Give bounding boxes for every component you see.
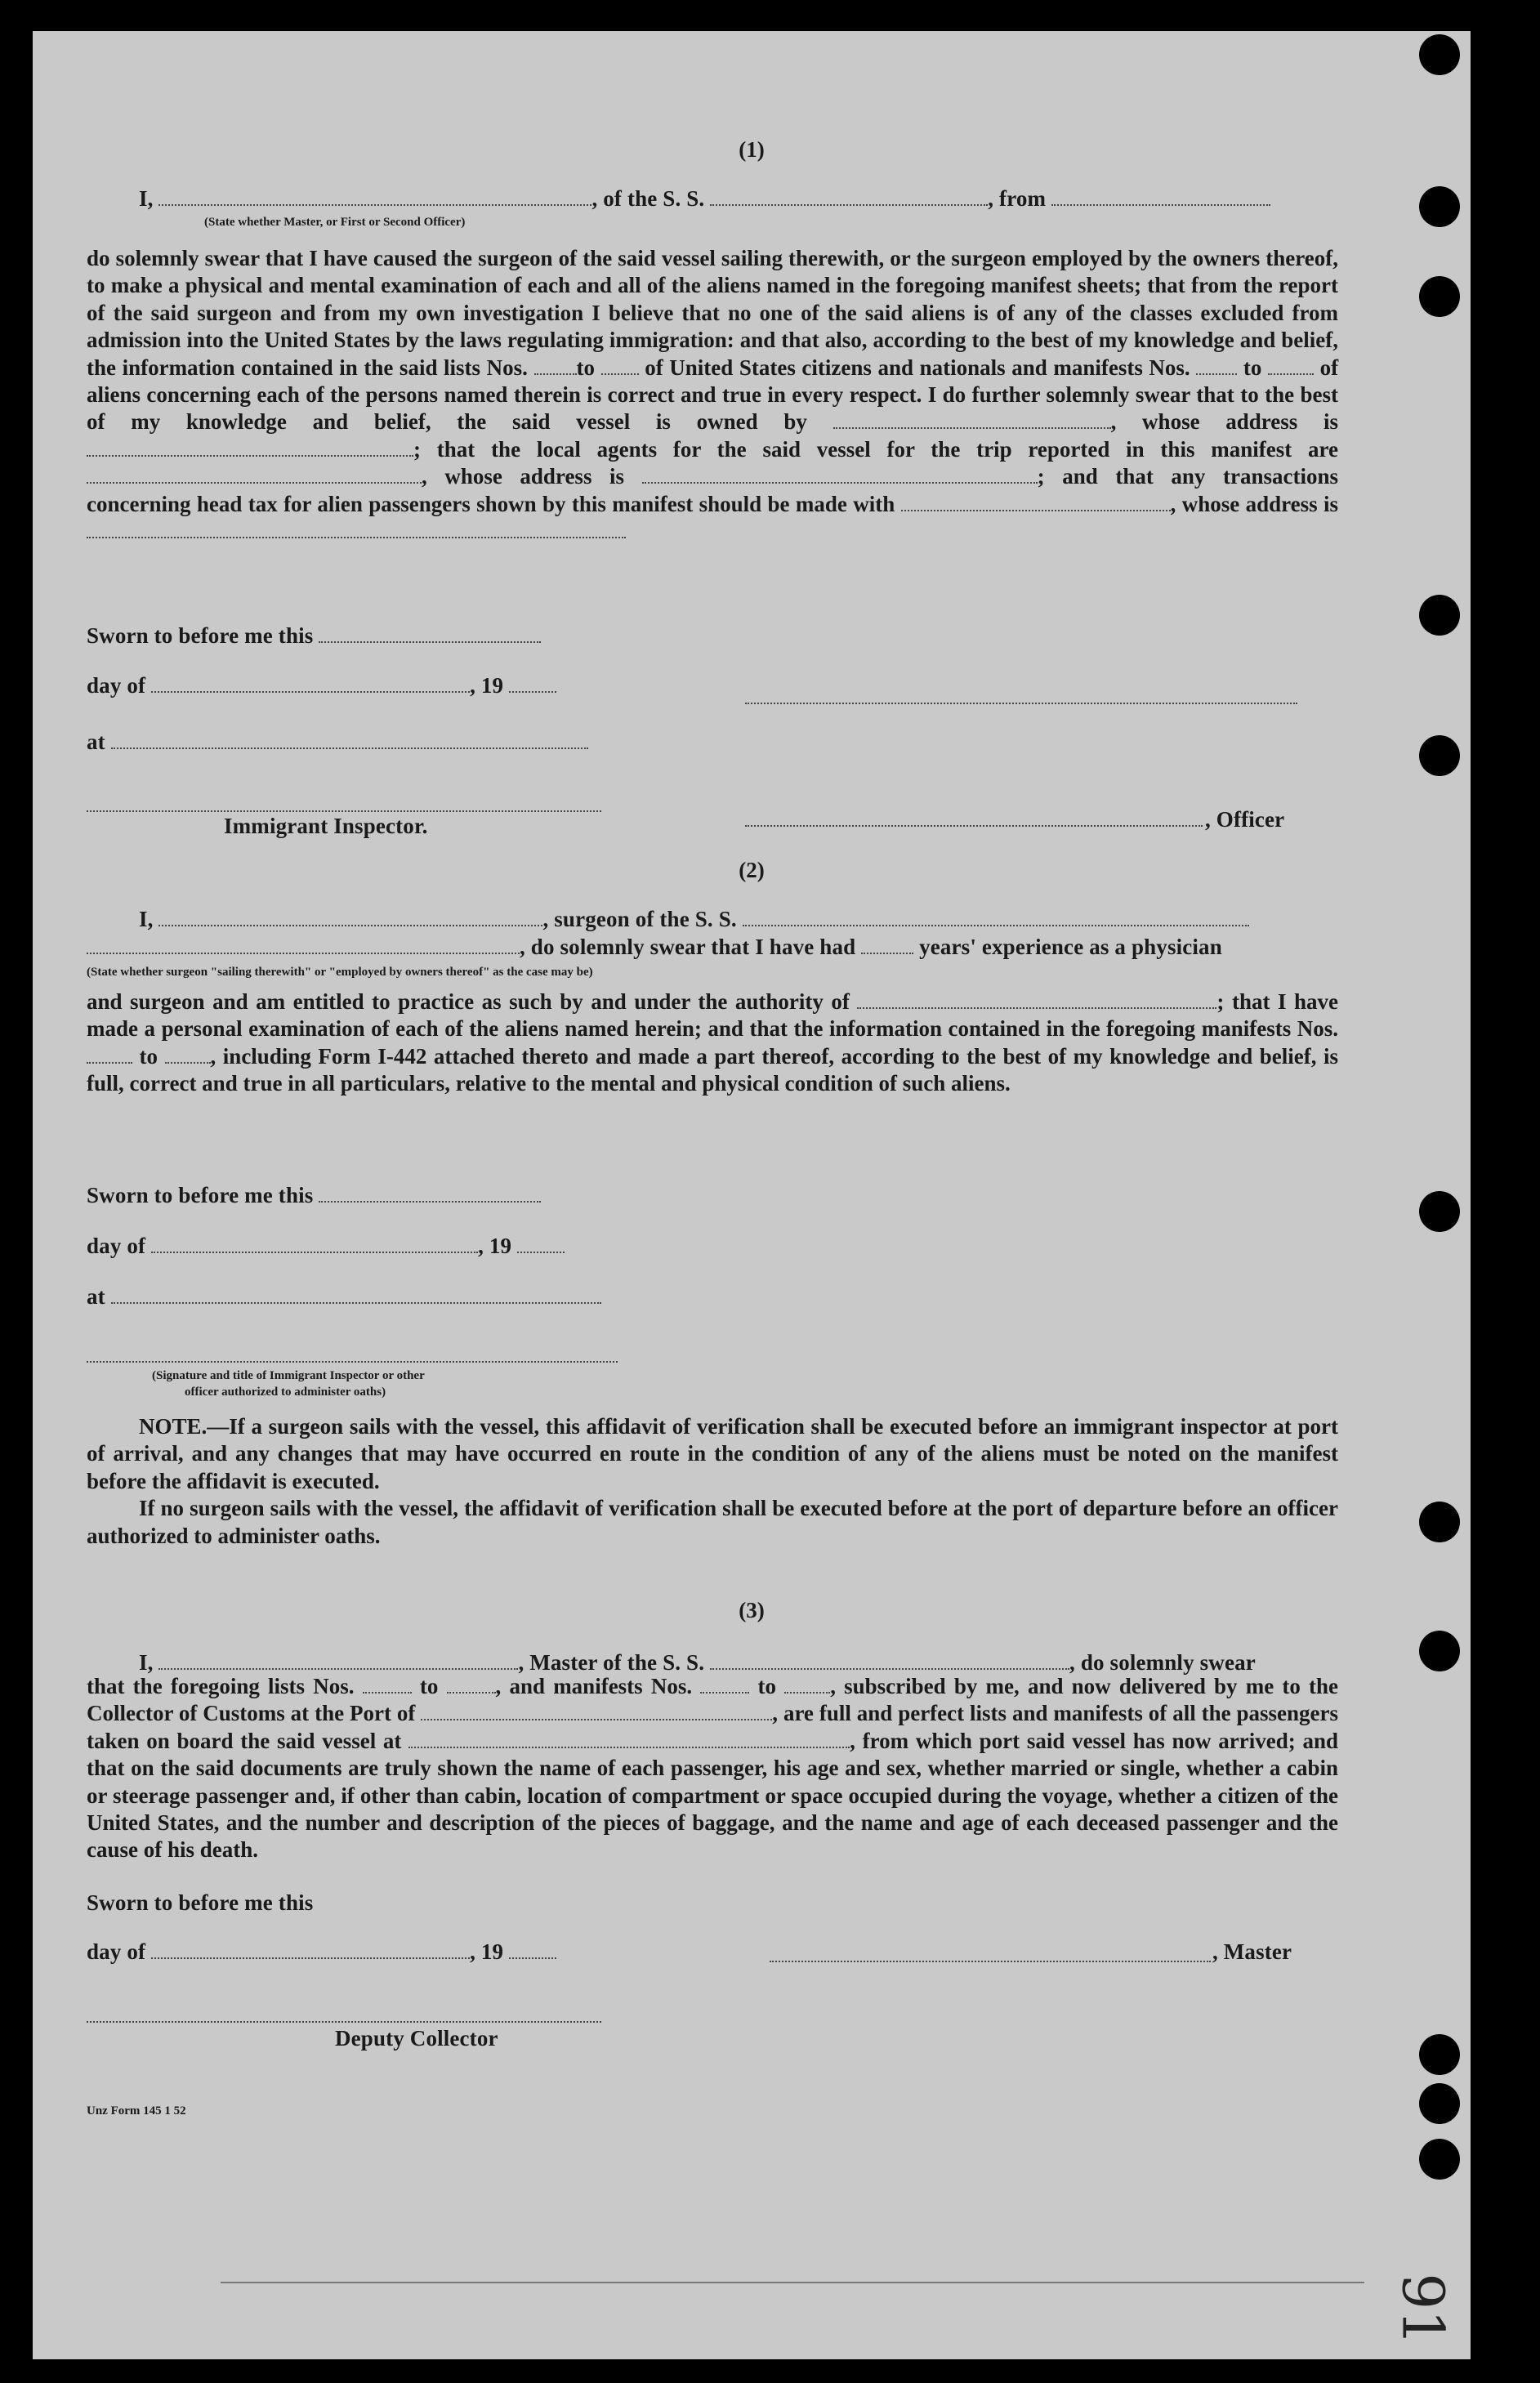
punch-hole (1419, 1191, 1460, 1232)
punch-hole (1419, 735, 1460, 776)
punch-hole (1419, 34, 1460, 75)
section-2-sworn-day-field[interactable] (319, 1185, 541, 1203)
section-2-date-line: day of , 19 (87, 1234, 565, 1259)
manifest-affidavit-sheet (33, 31, 1471, 2359)
note-paragraph-2: If no surgeon sails with the vessel, the affidavit of verification shall be executed before at the port of departure before an officer authorized to administer oaths. (87, 1496, 1338, 1548)
section-1-rank-note: (State whether Master, or First or Second Officer) (204, 216, 466, 229)
section-3-manifests-to-field[interactable] (784, 1676, 830, 1694)
section-2-line-2: , do solemnly swear that I have had years' experience as a physician (87, 935, 1222, 960)
section-3-sworn-line: Sworn to before me this (87, 1890, 314, 1915)
section-2-signature-line[interactable] (87, 1361, 618, 1363)
punch-hole (1419, 186, 1460, 227)
section-2-manifests-to-field[interactable] (165, 1046, 211, 1064)
section-3-number: (3) (739, 1598, 765, 1622)
section-3-master-label: , Master (1212, 1939, 1292, 1964)
punch-hole (1419, 2083, 1460, 2124)
note-paragraph-1: NOTE.—If a surgeon sails with the vessel, this affidavit of verification shall be executed before an immigrant inspector at port of arrival, and any changes that may have occurred en route in the condition of any of the aliens must be noted on the manifest before the affidavit is executed. (87, 1414, 1338, 1493)
section-1-from: , from (988, 186, 1047, 211)
section-3-deputy-label: Deputy Collector (335, 2026, 498, 2051)
punch-hole (1419, 2034, 1460, 2075)
section-2-month-field[interactable] (151, 1235, 478, 1253)
section-3-line-1: I, , Master of the S. S. , do solemnly swear (139, 1650, 1256, 1675)
surgeon-type-field[interactable] (87, 936, 520, 954)
embarkation-port-field[interactable] (408, 1730, 850, 1748)
section-2-ship-name-field[interactable] (743, 908, 1249, 926)
section-2-signature-note-2: officer authorized to administer oaths) (185, 1386, 386, 1399)
section-1-officer-signature-line[interactable] (745, 825, 1203, 827)
section-2-signature-note-1: (Signature and title of Immigrant Inspector or other (152, 1369, 425, 1382)
alien-manifests-to-field[interactable] (1268, 357, 1314, 375)
us-lists-from-field[interactable] (534, 357, 577, 375)
section-2-sworn-line: Sworn to before me this (87, 1183, 541, 1208)
section-3-date-line: day of , 19 (87, 1939, 556, 1965)
punch-hole (1419, 276, 1460, 317)
section-1-number: (1) (739, 137, 765, 162)
section-1-of-ss: , of the S. S. (591, 186, 705, 211)
form-identifier: Unz Form 145 1 52 (87, 2104, 186, 2117)
vessel-owner-field[interactable] (833, 411, 1111, 429)
section-2-year-field[interactable] (517, 1235, 565, 1253)
section-2-line-1: I, , surgeon of the S. S. (139, 907, 1249, 932)
section-2-manifests-from-field[interactable] (87, 1046, 132, 1064)
section-2-place-field[interactable] (111, 1286, 601, 1304)
bottom-rule (221, 2282, 1364, 2283)
section-2-surgeon-note: (State whether surgeon "sailing therewith" or "employed by owners thereof" as the case may be) (87, 966, 593, 979)
section-3-lists-to-field[interactable] (447, 1676, 496, 1694)
section-2-at-line: at (87, 1284, 601, 1310)
section-1-date-line: day of , 19 (87, 673, 556, 698)
section-3-oath-paragraph: that the foregoing lists Nos. to , and manifests Nos. to , subscribed by me, and now delivered by me to the Collector of Customs at the Port of , are full and perfect lists and manifests of all the passengers taken on board the said vessel at , from which port said vessel has now arrived; and that on the said documents are truly shown the name of each passenger, his age and sex, whether married or single, whether a cabin or steerage passenger and, if other than cabin, location of compartment or space occupied during the voyage, whether a citizen of the United States, and the number and description of the pieces of baggage, and the name and age of each deceased passenger and the cause of his death. (87, 1674, 1339, 1863)
section-1-officer-label: , Officer (1205, 807, 1285, 832)
local-agents-field[interactable] (87, 466, 422, 484)
section-1-sworn-line: Sworn to before me this (87, 623, 541, 649)
punch-hole (1419, 595, 1460, 636)
section-3-ship-name-field[interactable] (710, 1652, 1069, 1670)
head-tax-contact-field[interactable] (901, 493, 1171, 511)
officer-rank-field[interactable] (158, 188, 591, 206)
customs-port-field[interactable] (421, 1702, 772, 1720)
section-1-i: I, (139, 186, 154, 211)
section-3-master-signature-line[interactable] (770, 1961, 1211, 1962)
section-3-month-field[interactable] (151, 1941, 470, 1959)
ship-name-field[interactable] (710, 188, 988, 206)
section-2-oath-paragraph: and surgeon and am entitled to practice as such by and under the authority of ; that I have made a personal examination of each of the aliens named herein; and that the information contained in the foregoing manifests Nos. to , including Form I-442 attached thereto and made a part thereof, according to the best of my knowledge and belief, is full, correct and true in all particulars, relative to the mental and physical condition of such aliens. (87, 989, 1339, 1096)
section-3-year-field[interactable] (509, 1941, 556, 1959)
section-1-year-field[interactable] (509, 675, 556, 693)
authority-field[interactable] (857, 991, 1216, 1009)
head-tax-address-field[interactable] (87, 520, 626, 538)
master-name-field[interactable] (158, 1652, 518, 1670)
agents-address-field[interactable] (642, 466, 1038, 484)
section-1-sworn-day-field[interactable] (319, 625, 541, 643)
section-1-at-line: at (87, 730, 588, 755)
owner-address-field[interactable] (87, 439, 413, 457)
alien-manifests-from-field[interactable] (1196, 357, 1237, 375)
section-1-inspector-signature-line[interactable] (87, 810, 601, 812)
surgeon-name-field[interactable] (158, 908, 542, 926)
section-1-oath-paragraph: do solemnly swear that I have caused the surgeon of the said vessel sailing therewith, or the surgeon employed by the owners thereof, to make a physical and mental examination of each and all of the aliens named in the foregoing manifest sheets; that from the report of the said surgeon and from my own investigation I believe that no one of the said aliens is of any of the classes excluded from admission into the United States by the laws regulating immigration: and that also, according to the best of my knowledge and belief, the information contained in the said lists Nos. to of United States citizens and nationals and manifests Nos. to of aliens concerning each of the persons named therein is correct and true in every respect. I do further solemnly swear that to the best of my knowledge and belief, the said vessel is owned by , whose address is ; that the local agents for the said vessel for the trip reported in this manifest are , whose address is ; and that any transactions concerning head tax for alien passengers shown by this manifest should be made with , whose address is (87, 245, 1338, 545)
section-3-lists-from-field[interactable] (363, 1676, 412, 1694)
section-1-officer-signature-line-upper[interactable] (745, 703, 1297, 704)
section-3-manifests-from-field[interactable] (700, 1676, 749, 1694)
punch-hole (1419, 1502, 1460, 1542)
departure-port-field[interactable] (1051, 188, 1270, 206)
us-lists-to-field[interactable] (601, 357, 639, 375)
section-2-note (87, 1413, 1338, 1550)
section-2-number: (2) (739, 858, 765, 882)
years-experience-field[interactable] (861, 936, 913, 954)
handwritten-margin-mark: 91 (1389, 2273, 1457, 2346)
section-1-month-field[interactable] (151, 675, 470, 693)
section-1-header-line (139, 186, 1270, 212)
punch-hole (1419, 1631, 1460, 1671)
punch-hole (1419, 2139, 1460, 2180)
section-1-place-field[interactable] (111, 731, 588, 749)
section-1-inspector-label: Immigrant Inspector. (224, 814, 428, 838)
section-3-collector-signature-line[interactable] (87, 2021, 601, 2023)
